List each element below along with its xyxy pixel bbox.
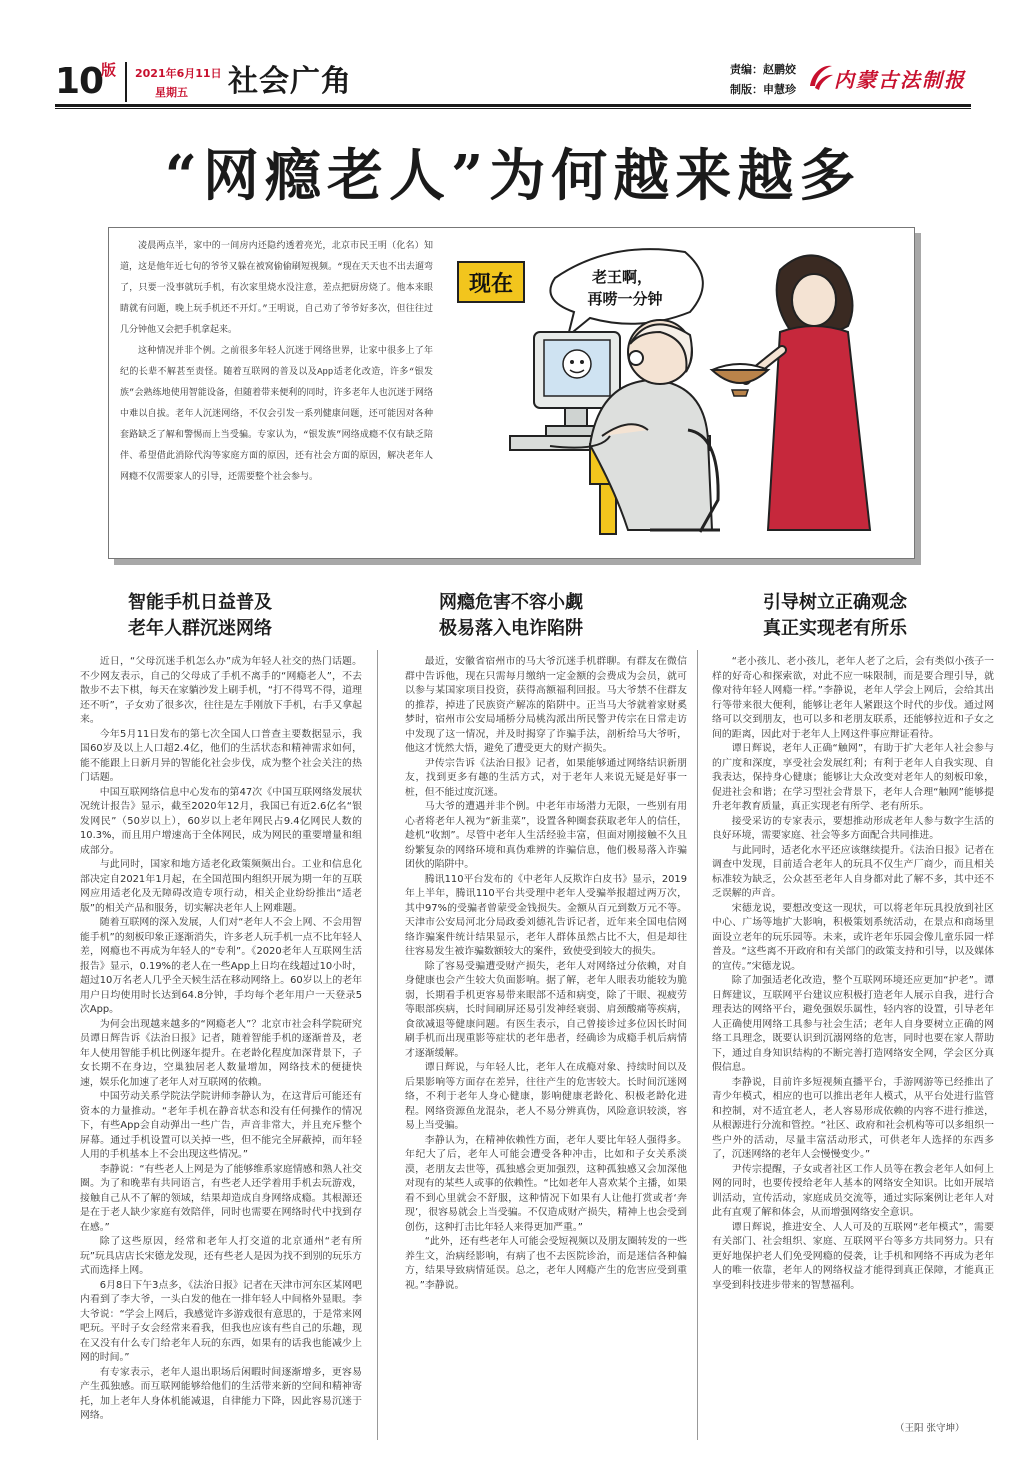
lead-text bbox=[120, 236, 433, 488]
article-paragraph: 今年5月11日发布的第七次全国人口普查主要数据显示，我国60岁及以上人口超2.4亿，他们的生活状态和精神需求如何，能不能跟上日新月异的智能化社会步伐，成为整个社会关注的热门话题。 bbox=[80, 728, 362, 783]
article-paragraph: 宋德龙说，要想改变这一现状，可以将老年玩具投放到社区中心、广场等地扩大影响，积极策划系统活动，在景点和商场里面设立老年的玩乐园等。未来，或许老年乐园会像儿童乐园一样普及。“这些离不开政府和有关部门的政策支持和引导，以及媒体的宣传。”宋德龙说。 bbox=[712, 902, 994, 972]
article-paragraph: 李静说，目前许多短视频直播平台，手游网游等已经推出了青少年模式，相应的也可以推出老年人模式，从平台处进行监管和控制，对不适宜老人，老人容易形成依赖的内容不进行推送，从根源进行分流和管控。“社区、政府和社会机构等可以多组织一些户外的活动，尽量丰富活动形式，可供老年人选择的东西多了，沉迷网络的老年人会慢慢变少。” bbox=[712, 1076, 994, 1160]
newspaper-name: 内蒙古法制报 bbox=[834, 68, 966, 92]
column-divider bbox=[377, 650, 378, 1440]
section-2-title-line-2: 极易落入电诈陷阱 bbox=[439, 618, 583, 639]
article-paragraph: 与此同时，国家和地方适老化政策频频出台。工业和信息化部决定自2021年1月起，在全国范围内组织开展为期一年的互联网应用适老化及无障碍改造专项行动，相关企业纷纷推出“适老版”的相关产品和服务，切实解决老年人上网难题。 bbox=[80, 859, 362, 914]
article-paragraph: 除了这些原因，经常和老年人打交道的北京通州“老有所玩”玩具店店长宋德龙发现，还有些老人是因为找不到别的玩乐方式而选择上网。 bbox=[80, 1236, 362, 1276]
article-paragraph: “此外，还有些老年人可能会受短视频以及朋友圈转发的一些养生文，治病经影响，有病了也不去医院诊治，而是迷信各种偏方，结果导致病情延误。总之，老年人网瘾产生的危害应受到重视。”李静说。 bbox=[405, 1236, 687, 1291]
section-3-title-line-1: 引导树立正确观念 bbox=[763, 592, 907, 613]
article-paragraph: 中国互联网络信息中心发布的第47次《中国互联网络发展状况统计报告》显示，截至2020年12月，我国已有近2.6亿名“银发网民”（50岁以上），60岁以上老年网民占9.4亿网民人数的10.3%，而且用户增速高于全体网民，成为网民的重要增量和组成部分。 bbox=[80, 786, 362, 856]
article-paragraph: 马大爷的遭遇并非个例。中老年市场潜力无限，一些别有用心者将老年人视为“新韭菜”，设置各种圈套获取老年人的信任，趁机“收割”。尽管中老年人生活经验丰富，但面对刚接触不久且纷繁复杂的网络环境和真伪难辨的诈骗信息，他们极易落入诈骗团伙的陷阱中。 bbox=[405, 801, 687, 870]
page-headline: “网瘾老人”为何越来越多 bbox=[164, 143, 862, 209]
page-number-digits: 10 bbox=[55, 61, 104, 102]
author-byline: （王阳 张守坤） bbox=[895, 1423, 965, 1434]
header-rule bbox=[55, 104, 971, 107]
newspaper-logo bbox=[806, 58, 971, 98]
article-paragraph: 谭日辉说，推进安全、人人可及的互联网“老年模式”，需要有关部门、社会组织、家庭、互联网平台等多方共同努力。只有更好地保护老人们免受网瘾的侵袭，让手机和网络不再成为老年人的唯一依靠，老年人的网络权益才能得到真正保障，才能真正享受到科技进步带来的智慧福利。 bbox=[712, 1221, 994, 1291]
article-paragraph: 为何会出现越来越多的“网瘾老人”？北京市社会科学院研究员谭日辉告诉《法治日报》记者，随着智能手机的逐渐普及，老年人使用智能手机比例逐年提升。在老龄化程度加深背景下，子女长期不在身边，空巢独居老人数量增加，网络技术的便捷快速，娱乐化加速了老年人对互联网的依赖。 bbox=[80, 1018, 362, 1088]
layout-credit: 制版：申慧珍 bbox=[730, 83, 796, 96]
logo-emblem-icon bbox=[806, 58, 836, 98]
column-divider bbox=[697, 650, 698, 1440]
header-rule-thin bbox=[55, 108, 971, 109]
article-paragraph: 除了容易受骗遭受财产损失，老年人对网络过分依赖，对自身健康也会产生较大负面影响。据了解，老年人眼表功能较为脆弱，长期看手机更容易带来眼部不适和病变，除了干眼、视疲劳等眼部疾病，长时间刷屏还易引发神经衰弱、肩颈酸痛等疾病，食欲减退等健康问题。有医生表示，自己曾接诊过多位因长时间刷手机而出现重影等症状的老年患者，经确诊为成瘾手机后病情才逐渐缓解。 bbox=[405, 960, 687, 1059]
section-title: 社会广角 bbox=[228, 64, 352, 99]
speech-line-1: 老王啊， bbox=[591, 268, 653, 286]
article-column-3 bbox=[712, 655, 994, 1425]
now-label: 现在 bbox=[468, 272, 514, 297]
article-column-2 bbox=[405, 655, 687, 1440]
lead-paragraph: 这种情况并非个例。之前很多年轻人沉迷于网络世界，让家中很多上了年纪的长辈不解甚至责怪。随着互联网的普及以及App适老化改造，许多“银发族”会熟练地使用智能设备，但随着带来便利的同时，许多老年人也沉迷于网络中难以自拔。老年人沉迷网络，不仅会引发一系列健康问题，还可能因对各种套路缺乏了解和警惕而上当受骗。专家认为，“银发族”网络成瘾不仅有缺乏陪伴、希望借此消除代沟等家庭方面的原因，还有社会方面的原因，解决老年人网瘾不仅需要家人的引导，还需要整个社会参与。 bbox=[120, 346, 433, 482]
article-paragraph: 与此同时，适老化水平还应该继续提升。《法治日报》记者在调查中发现，目前适合老年人的玩具不仅生产厂商少，而且相关标准较为缺乏，公众甚至老年人自身都对此了解不多，其中还不乏误解的声音。 bbox=[712, 844, 994, 899]
section-1-title-line-1: 智能手机日益普及 bbox=[128, 592, 272, 613]
article-paragraph: 腾讯110平台发布的《中老年人反欺诈白皮书》显示，2019年上半年，腾讯110平台共受理中老年人受骗举报超过两万次，其中97%的受骗者曾蒙受金钱损失。金额从百元到数万元不等。天津市公安局河北分局政委刘德礼告诉记者，近年来全国电信网络诈骗案件统计结果显示，老年人群体虽然占比不大，但是却往往容易发生被诈骗数额较大的案件，致使受到较大的损失。 bbox=[405, 873, 687, 957]
article-paragraph: “老小孩儿、老小孩儿，老年人老了之后，会有类似小孩子一样的好奇心和探索欲，对此不应一味限制，而是要合理引导，就像对待年轻人网瘾一样。”李静说，老年人学会上网后，会给其出行等带来很大便利，能够让老年人紧跟这个时代的步伐。通过网络可以交到朋友，也可以多和老朋友联系，还能够拉近和子女之间的距离，因此对于老年人上网这件事应辩证看待。 bbox=[712, 656, 994, 740]
lead-paragraph: 凌晨两点半，家中的一间房内还隐约透着亮光，北京市民王明（化名）知道，这是他年近七旬的爷爷又躲在被窝偷偷刷短视频。“现在天天也不出去遛弯了，只要一没事就玩手机，有次家里烧水没注意，差点把厨房烧了。他本来眼睛就有问题，晚上玩手机还不开灯。”王明说，自己劝了爷爷好多次，但往往过几分钟他又会把手机拿起来。 bbox=[120, 241, 433, 335]
article-paragraph: 李静认为，在精神依赖性方面，老年人要比年轻人强得多。年纪大了后，老年人可能会遭受各种冲击，比如和子女关系淡漠，老朋友去世等，孤独感会更加强烈，这种孤独感又会加深他对现有的某些人或事的依赖性。“比如老年人喜欢某个主播，如果看不到心里就会不舒服，这种情况下如果有人让他打赏或者‘奔现’，很容易就会上当受骗。不仅造成财产损失，精神上也会受到创伤，这种打击比年轻人来得更加严重。” bbox=[405, 1134, 687, 1233]
page-number-suffix: 版 bbox=[101, 61, 117, 79]
article-paragraph: 近日，“父母沉迷手机怎么办”成为年轻人社交的热门话题。不少网友表示，自己的父母成了手机不离手的“网瘾老人”，不去散步不去下棋，每天在家躺沙发上刷手机，“打不得骂不得，道理还不听”，子女劝了很多次，往往是左手刚放下手机，右手又拿起来。 bbox=[80, 656, 362, 725]
article-paragraph: 6月8日下午3点多，《法治日报》记者在天津市河东区某网吧内看到了李大爷，一头白发的他在一排年轻人中间格外显眼。李大爷说：“学会上网后，我感觉许多游戏很有意思的，于是常来网吧玩。平时子女会经常来看我，但我也应该有些自己的乐趣，现在又没有什么专门给老年人玩的东西，如果有的话我也能减少上网的时间。” bbox=[80, 1279, 362, 1363]
page-number bbox=[55, 62, 127, 102]
article-paragraph: 谭日辉说，与年轻人比，老年人在成瘾对象、持续时间以及后果影响等方面存在差异，往往产生的危害较大。长时间沉迷网络，不利于老年人身心健康，影响健康老龄化、积极老龄化进程。网络资源鱼龙混杂，老人不易分辨真伪，风险意识较淡，容易上当受骗。 bbox=[405, 1062, 687, 1131]
speech-line-2: 再唠一分钟 bbox=[587, 290, 663, 308]
article-paragraph: 尹传宗提醒，子女或者社区工作人员等在教会老年人如何上网的同时，也要传授给老年人基本的网络安全知识。比如开展培训活动，宣传活动，家庭成员交流等，通过实际案例让老年人对此有直观了解和体会，从而增强网络安全意识。 bbox=[712, 1163, 994, 1218]
article-paragraph: 有专家表示，老年人退出职场后闲暇时间逐渐增多，更容易产生孤独感。而互联网能够给他们的生活带来新的空间和精神寄托，加上老年人身体机能减退，自律能力下降，因此容易沉迷于网络。 bbox=[80, 1366, 362, 1421]
article-paragraph: 随着互联网的深入发展，人们对“老年人不会上网、不会用智能手机”的刻板印象正逐渐消失，许多老人玩手机一点不比年轻人差，网瘾也不再成为年轻人的“专利”。《2020老年人互联网生活报告》显示，0.19%的老人在一些App上日均在线超过10小时，超过10万名老人几乎全天候生活在移动网络上。60岁以上的老年用户日均使用时长达到64.8分钟，手均每个老年用户一天登录5次App。 bbox=[80, 917, 362, 1015]
article-paragraph: 最近，安徽省宿州市的马大爷沉迷手机群聊。有群友在微信群中告诉他，现在只需每月缴纳一定金额的会费成为会员，就可以参与某国家项目投资，获得高额福利回报。马大爷禁不住群友的推荐，掉进了民族资产解冻的陷阱中。正当马大爷就着家财奚梦时，宿州市公安局埇桥分局桃沟派出所民警尹传宗在日常走访中发现了这一情况，并及时揭穿了诈骗手法，剖析给马大爷听，他这才恍然大悟，避免了遭受更大的财产损失。 bbox=[405, 656, 687, 754]
issue-weekday: 星期五 bbox=[155, 86, 188, 99]
cartoon-illustration bbox=[450, 240, 890, 540]
section-2-title-line-1: 网瘾危害不容小觑 bbox=[439, 592, 583, 613]
article-paragraph: 谭日辉说，老年人正确“触网”，有助于扩大老年人社会参与的广度和深度，享受社会发展红利；有利于老年人自我实现、自我表达，保持身心健康；能够让大众改变对老年人的刻板印象，促进社会和谐；在学习型社会背景下，老年人合理“触网”能够提升老年教育质量，真正实现老有所学、老有所乐。 bbox=[712, 743, 994, 812]
article-paragraph: 尹传宗告诉《法治日报》记者，如果能够通过网络结识新朋友，找到更多有趣的生活方式，对于老年人来说无疑是好事一桩，但不能过度沉迷。 bbox=[405, 757, 687, 798]
article-paragraph: 李静说：“有些老人上网是为了能够维系家庭情感和熟人社交圈。为了和晚辈有共同语言，有些老人还学着用手机去玩游戏，接触自己从不了解的领域，结果却造成自身网络成瘾。其根源还是在于老人缺少家庭有效陪伴，同时也需要在网络时代中找到存在感。” bbox=[80, 1163, 362, 1233]
section-3-title-line-2: 真正实现老有所乐 bbox=[763, 618, 907, 639]
article-paragraph: 除了加强适老化改造，整个互联网环境还应更加“护老”。谭日辉建议，互联网平台建议应积极打造老年人展示自我，进行合理表达的网络平台，避免强娱乐属性，轻内容的设置，引导老年人正确使用网络工具参与社会生活；老年人自身要树立正确的网络工具理念，既要认识到沉溺网络的危害，同时也要在家人帮助下，通过自身知识结构的不断完善打造网络安全网，学会区分真假信息。 bbox=[712, 975, 994, 1073]
article-paragraph: 接受采访的专家表示，要想推动形成老年人参与数字生活的良好环境，需要家庭、社会等多方面配合共同推进。 bbox=[712, 815, 994, 841]
article-column-1 bbox=[80, 655, 362, 1440]
article-paragraph: 中国劳动关系学院法学院讲师李静认为，在这背后可能还有资本的力量推动。“老年手机在静音状态和没有任何操作的情况下，有些App会自动弹出一些广告，声音非常大，并且充斥整个屏幕。通过手机设置可以关掉一些，但不能完全屏蔽掉，而年轻人用的手机基本上不会出现这些情况。” bbox=[80, 1091, 362, 1160]
editor-credit: 责编：赵鹏姣 bbox=[730, 63, 796, 76]
issue-date: 2021年6月11日 bbox=[135, 67, 222, 80]
section-1-title-line-2: 老年人群沉迷网络 bbox=[128, 618, 272, 639]
